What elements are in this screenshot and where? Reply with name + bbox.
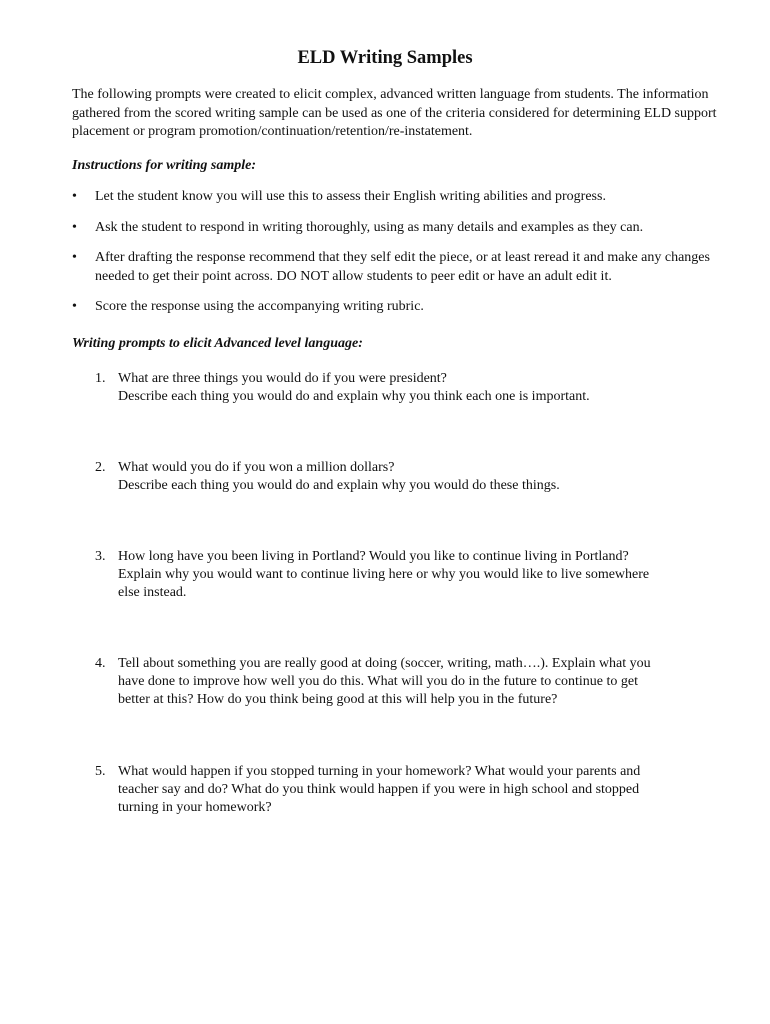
prompt-line: teacher say and do? What do you think would happen if you were in high school and stopped xyxy=(118,782,640,797)
prompt-text xyxy=(118,459,715,495)
prompt-line: else instead. xyxy=(118,585,187,600)
instruction-text: Ask the student to respond in writing thoroughly, using as many details and examples as they can. xyxy=(95,220,644,235)
prompt-line: How long have you been living in Portland? Would you like to continue living in Portland? xyxy=(118,549,629,564)
prompt-text xyxy=(118,655,715,709)
prompt-text xyxy=(118,763,715,817)
instructions-heading: Instructions for writing sample: xyxy=(72,158,256,173)
prompt-line: have done to improve how well you do this. What will you do in the future to continue to get xyxy=(118,674,638,689)
prompt-number: 5. xyxy=(95,764,106,779)
prompts-heading: Writing prompts to elicit Advanced level language: xyxy=(72,336,363,351)
prompt-line: Explain why you would want to continue living here or why you would like to live somewhere xyxy=(118,567,650,582)
prompt-line: What are three things you would do if you were president? xyxy=(118,371,447,386)
instruction-text: After drafting the response recommend that they self edit the piece, or at least reread it and make any changes needed to get their point across. DO NOT allow students to peer edit or have an adult edit it. xyxy=(95,250,710,284)
intro-paragraph: The following prompts were created to elicit complex, advanced written language from students. The information gathered from the scored writing sample can be used as one of the criteria considered for determining ELD support placement or program promotion/continuation/retention/re-instatement. xyxy=(72,87,717,139)
prompt-line: Describe each thing you would do and explain why you would do these things. xyxy=(118,478,560,493)
prompt-number: 2. xyxy=(95,460,106,475)
prompt-text xyxy=(118,370,715,406)
bullet-icon: • xyxy=(72,250,77,265)
prompt-number: 1. xyxy=(95,371,106,386)
prompt-line: Describe each thing you would do and explain why you think each one is important. xyxy=(118,389,590,404)
instruction-text: Score the response using the accompanying writing rubric. xyxy=(95,299,424,314)
prompt-number: 4. xyxy=(95,656,106,671)
prompt-line: better at this? How do you think being good at this will help you in the future? xyxy=(118,692,558,707)
prompt-text xyxy=(118,548,715,602)
bullet-icon: • xyxy=(72,220,77,235)
prompt-line: Tell about something you are really good at doing (soccer, writing, math….). Explain what you xyxy=(118,656,651,671)
instruction-text: Let the student know you will use this to assess their English writing abilities and progress. xyxy=(95,189,606,204)
bullet-icon: • xyxy=(72,189,77,204)
prompt-number: 3. xyxy=(95,549,106,564)
prompt-line: turning in your homework? xyxy=(118,800,272,815)
bullet-icon: • xyxy=(72,299,77,314)
prompt-line: What would you do if you won a million dollars? xyxy=(118,460,395,475)
document-title: ELD Writing Samples xyxy=(297,48,473,68)
prompt-line: What would happen if you stopped turning in your homework? What would your parents and xyxy=(118,764,641,779)
